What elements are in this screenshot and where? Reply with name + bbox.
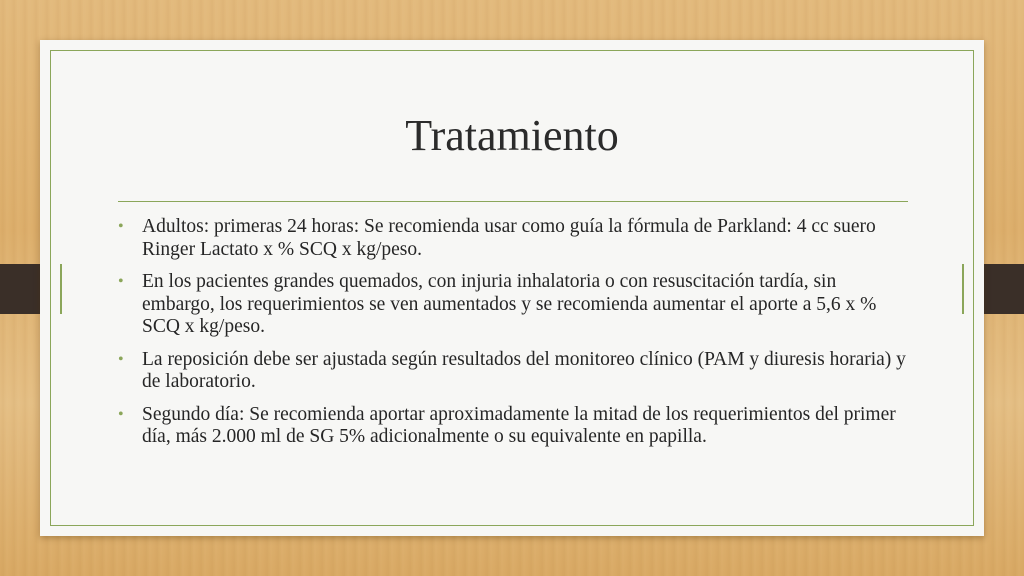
bullet-marker: • (118, 273, 124, 290)
title-divider (118, 201, 908, 202)
left-tab-accent-line (60, 264, 62, 314)
bullet-list (118, 216, 908, 459)
bullet-item (118, 216, 908, 261)
bullet-text: Adultos: primeras 24 horas: Se recomienda usar como guía la fórmula de Parkland: 4 cc suero Ringer Lactato x % SCQ x kg/peso. (142, 216, 876, 260)
bullet-text: Segundo día: Se recomienda aportar aproximadamente la mitad de los requerimientos del primer día, más 2.000 ml de SG 5% adicionalmente o su equivalente en papilla. (142, 403, 896, 447)
bullet-marker: • (118, 405, 124, 423)
right-tab-accent-line (962, 264, 964, 314)
bullet-item (118, 271, 908, 339)
bullet-marker: • (118, 218, 124, 235)
bullet-marker: • (118, 350, 124, 368)
right-decorative-tab (984, 264, 1024, 314)
slide-title: Tratamiento (405, 111, 619, 160)
bullet-item (118, 404, 908, 449)
bullet-text: La reposición debe ser ajustada según resultados del monitoreo clínico (PAM y diuresis horaria) y de laboratorio. (142, 348, 906, 392)
left-decorative-tab (0, 264, 40, 314)
bullet-item (118, 349, 908, 394)
bullet-text: En los pacientes grandes quemados, con injuria inhalatoria o con resuscitación tardía, sin embargo, los requerimientos se ven aumentados y se recomienda aumentar el aporte a 5,6 x % SCQ x kg/peso. (142, 271, 877, 337)
